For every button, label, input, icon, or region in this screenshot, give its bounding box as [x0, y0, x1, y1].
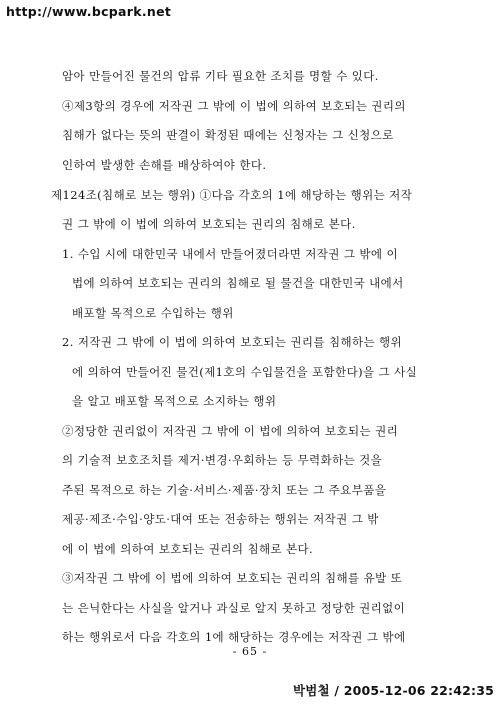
- footer-stamp: 박범철 / 2005-12-06 22:42:35: [293, 683, 494, 698]
- body-line: 권 그 밖에 이 법에 의하여 보호되는 권리의 침해로 본다.: [62, 217, 356, 231]
- article-heading-line: 제124조(침해로 보는 행위) ①다음 각호의 1에 해당하는 행위는 저작: [51, 188, 413, 202]
- list-item-line: 배포할 목적으로 수입하는 행위: [72, 306, 234, 320]
- body-line: 인하여 발생한 손해를 배상하여야 한다.: [62, 158, 267, 172]
- body-line: 에 이 법에 의하여 보호되는 권리의 침해로 본다.: [62, 542, 314, 556]
- page-number: - 65 -: [232, 645, 268, 658]
- body-line: 는 은닉한다는 사실을 알거나 과실로 알지 못하고 정당한 권리없이: [62, 601, 406, 615]
- body-line: 주된 목적으로 하는 기술·서비스·제품·장치 또는 그 주요부품을: [62, 483, 387, 497]
- body-line: 암아 만들어진 물건의 압류 기타 필요한 조치를 명할 수 있다.: [62, 69, 379, 83]
- list-item-line: 법에 의하여 보호되는 권리의 침해로 될 물건을 대한민국 내에서: [72, 276, 404, 290]
- list-item-line: 1. 수입 시에 대한민국 내에서 만들어졌더라면 저작권 그 밖에 이: [62, 247, 398, 261]
- list-item-line: 에 의하여 만들어진 물건(제1호의 수입물건을 포함한다)을 그 사실: [72, 365, 418, 379]
- list-item-line: 2. 저작권 그 밖에 이 법에 의하여 보호되는 권리를 침해하는 행위: [62, 335, 403, 349]
- body-line: 하는 행위로서 다음 각호의 1에 해당하는 경우에는 저작권 그 밖에: [62, 630, 406, 644]
- watermark-url: http://www.bcpark.net: [6, 4, 172, 19]
- body-line: 제공·제조·수입·양도·대여 또는 전송하는 행위는 저작권 그 밖: [62, 512, 379, 526]
- body-line: ③저작권 그 밖에 이 법에 의하여 보호되는 권리의 침해를 유발 또: [62, 571, 403, 585]
- body-line: ④제3항의 경우에 저작권 그 밖에 이 법에 의하여 보호되는 권리의: [62, 99, 406, 113]
- body-line: ②정당한 권리없이 저작권 그 밖에 이 법에 의하여 보호되는 권리: [62, 424, 399, 438]
- body-line: 침해가 없다는 뜻의 판결이 확정된 때에는 신청자는 그 신청으로: [62, 128, 394, 142]
- list-item-line: 을 알고 배포할 목적으로 소지하는 행위: [72, 394, 277, 408]
- body-line: 의 기술적 보호조치를 제거·변경·우회하는 등 무력화하는 것을: [62, 453, 383, 467]
